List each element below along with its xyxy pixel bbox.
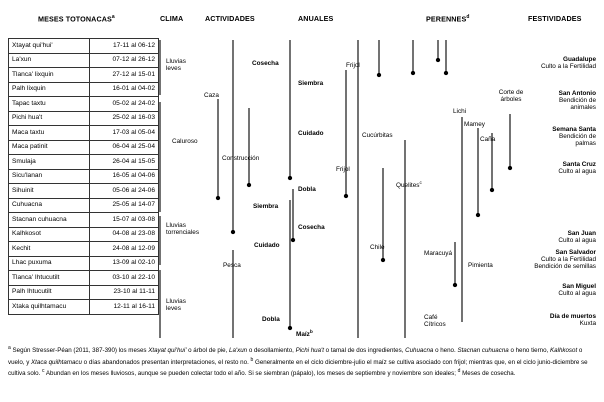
climate-heavy-rain: Lluvias torrenciales bbox=[166, 222, 200, 237]
festivity-title: Guadalupe bbox=[562, 56, 596, 63]
month-name: Palh Ihtucutilt bbox=[9, 285, 90, 300]
month-range: 12-11 al 16-11 bbox=[90, 300, 159, 315]
festivity-description: Culto al agua bbox=[558, 168, 596, 176]
month-range: 15-07 al 03-08 bbox=[90, 213, 159, 228]
festivity-description: Bendición de bbox=[559, 97, 596, 105]
perennial-pepper: Pimienta bbox=[468, 262, 493, 269]
festivity-title: San Miguel bbox=[562, 283, 596, 290]
month-range: 26-04 al 15-05 bbox=[90, 155, 159, 170]
annual-chili: Chile bbox=[370, 244, 385, 251]
month-range: 05-02 al 24-02 bbox=[90, 97, 159, 112]
climate-light-rain-1: Lluvias leves bbox=[166, 58, 186, 73]
perennial-cane: Caña bbox=[480, 136, 496, 143]
footnote: $^a$ Según Stresser-Péan (2011, 387-390) los meses Xtayat qui'hui' o árbol de pie, La'xun o desollamiento, Pichi hua't o tamal de dos ingredientes, Cuhuacna o heno. Stacnan cuhuacna o heno tierno, Kalhkosot o vuelo, y Xtaca quilhtamacu o días abandonados presentan interpretaciones, el resto no. $^b$ Generalmente en el ciclo diciembre-julio el maíz se cultiva asociado con frijol; mientras que, en el ciclo junio-diciembre se cultiva solo. $^c$ Abundan en los meses lluviosos, aunque se pueden colectar todo el año. Si se siembran (pápalo), los meses de septiembre y noviembre son ideales; $^d$ Meses de cosecha. bbox=[8, 345, 588, 378]
festivity-description: Bendición de bbox=[559, 133, 596, 141]
month-range: 03-10 al 22-10 bbox=[90, 271, 159, 286]
perennial-tree-cutting: Corte de árboles bbox=[498, 89, 524, 104]
festivity bbox=[534, 249, 596, 271]
festivity-description: Culto al agua bbox=[558, 290, 596, 298]
festivity bbox=[541, 56, 596, 70]
perennial-maracuya: Maracuyá bbox=[424, 250, 453, 257]
annual-bean-2: Frijol bbox=[336, 166, 350, 173]
festivity bbox=[558, 230, 596, 244]
annual-sowing-1: Siembra bbox=[298, 80, 324, 87]
month-name: Pichi hua't bbox=[9, 111, 90, 126]
annual-care-1: Cuidado bbox=[298, 130, 324, 137]
festivity-description: Kuxta bbox=[579, 320, 596, 328]
festivity-title: Semana Santa bbox=[552, 126, 596, 133]
month-range: 05-06 al 24-06 bbox=[90, 184, 159, 199]
month-name: Lhac puxuma bbox=[9, 256, 90, 271]
month-name: Cuhuacna bbox=[9, 198, 90, 213]
month-range: 25-05 al 14-07 bbox=[90, 198, 159, 213]
month-range: 16-01 al 04-02 bbox=[90, 82, 159, 97]
month-name: Tlanca' lixquin bbox=[9, 68, 90, 83]
activity-fishing: Pesca bbox=[223, 262, 241, 269]
month-name: Stacnan cuhuacna bbox=[9, 213, 90, 228]
month-name: Smulaja bbox=[9, 155, 90, 170]
perennial-quelites: Quelites$^c$ bbox=[396, 181, 422, 190]
month-range: 17-03 al 05-04 bbox=[90, 126, 159, 141]
month-name: La'xun bbox=[9, 53, 90, 68]
activity-hunting: Caza bbox=[204, 92, 219, 99]
month-name: Kechit bbox=[9, 242, 90, 257]
month-range: 17-11 al 06-12 bbox=[90, 39, 159, 54]
festivity-description: palmas bbox=[575, 140, 596, 148]
month-name: Kalhkosot bbox=[9, 227, 90, 242]
annual-bean-1: Frijol bbox=[346, 62, 360, 69]
month-range: 16-05 al 04-06 bbox=[90, 169, 159, 184]
month-name: Palh lixquin bbox=[9, 82, 90, 97]
festivity-title: San Juan bbox=[567, 230, 596, 237]
festivity bbox=[558, 161, 596, 175]
annual-sowing-2: Siembra bbox=[253, 203, 279, 210]
header-activities: ACTIVIDADES bbox=[205, 14, 255, 23]
festivity-description: Culto a la Fertilidad bbox=[540, 256, 596, 264]
month-name: Xtaka quilhtamacu bbox=[9, 300, 90, 315]
header-perennials: PERENNES$^d$ bbox=[426, 14, 470, 24]
festivity-title: San Salvador bbox=[555, 249, 596, 256]
month-name: Sicu'lanan bbox=[9, 169, 90, 184]
climate-light-rain-2: Lluvias leves bbox=[166, 298, 186, 313]
festivity-title: Día de muertos bbox=[549, 313, 596, 320]
festivity bbox=[558, 283, 596, 297]
festivity bbox=[559, 90, 596, 112]
month-name: Maca patinit bbox=[9, 140, 90, 155]
perennial-coffee-citrus: Café Cítricos bbox=[424, 314, 446, 329]
annual-corn: Maíz$^b$ bbox=[296, 330, 313, 339]
header-months: MESES TOTONACAS$^a$ bbox=[38, 14, 115, 24]
month-range: 13-09 al 02-10 bbox=[90, 256, 159, 271]
festivity-description: Culto al agua bbox=[558, 237, 596, 245]
header-festivities: FESTIVIDADES bbox=[528, 14, 582, 23]
festivity bbox=[550, 313, 596, 327]
festivity-description: Culto a la Fertilidad bbox=[540, 63, 596, 71]
annual-bend-1: Dobla bbox=[298, 186, 316, 193]
activity-construction: Construcción bbox=[222, 155, 260, 162]
month-name: Tapac taxtu bbox=[9, 97, 90, 112]
festivity-title: Santa Cruz bbox=[562, 161, 596, 168]
annual-care-2: Cuidado bbox=[254, 242, 280, 249]
header-climate: CLIMA bbox=[160, 14, 184, 23]
month-name: Sihuinit bbox=[9, 184, 90, 199]
month-range: 04-08 al 23-08 bbox=[90, 227, 159, 242]
month-range: 07-12 al 26-12 bbox=[90, 53, 159, 68]
month-range: 24-08 al 12-09 bbox=[90, 242, 159, 257]
annual-harvest-1: Cosecha bbox=[252, 60, 279, 67]
festivity bbox=[552, 126, 596, 148]
festivity-description: animales bbox=[570, 104, 596, 112]
festivity-title: San Antonio bbox=[558, 90, 596, 97]
month-range: 27-12 al 15-01 bbox=[90, 68, 159, 83]
climate-hot: Caluroso bbox=[172, 138, 198, 145]
month-name: Xtayat qui'hui' bbox=[9, 39, 90, 54]
annual-squash: Cucúrbitas bbox=[362, 132, 393, 139]
annual-harvest-2: Cosecha bbox=[298, 224, 325, 231]
month-name: Maca taxtu bbox=[9, 126, 90, 141]
perennial-mamey: Mamey bbox=[464, 121, 485, 128]
perennial-lichi: Lichi bbox=[453, 108, 467, 115]
festivity-description: Bendición de semillas bbox=[534, 263, 596, 271]
month-range: 25-02 al 16-03 bbox=[90, 111, 159, 126]
month-range: 23-10 al 11-11 bbox=[90, 285, 159, 300]
header-annuals: ANUALES bbox=[298, 14, 334, 23]
month-range: 06-04 al 25-04 bbox=[90, 140, 159, 155]
month-name: Tlanca' Ihtucutilt bbox=[9, 271, 90, 286]
annual-bend-2: Dobla bbox=[262, 316, 280, 323]
